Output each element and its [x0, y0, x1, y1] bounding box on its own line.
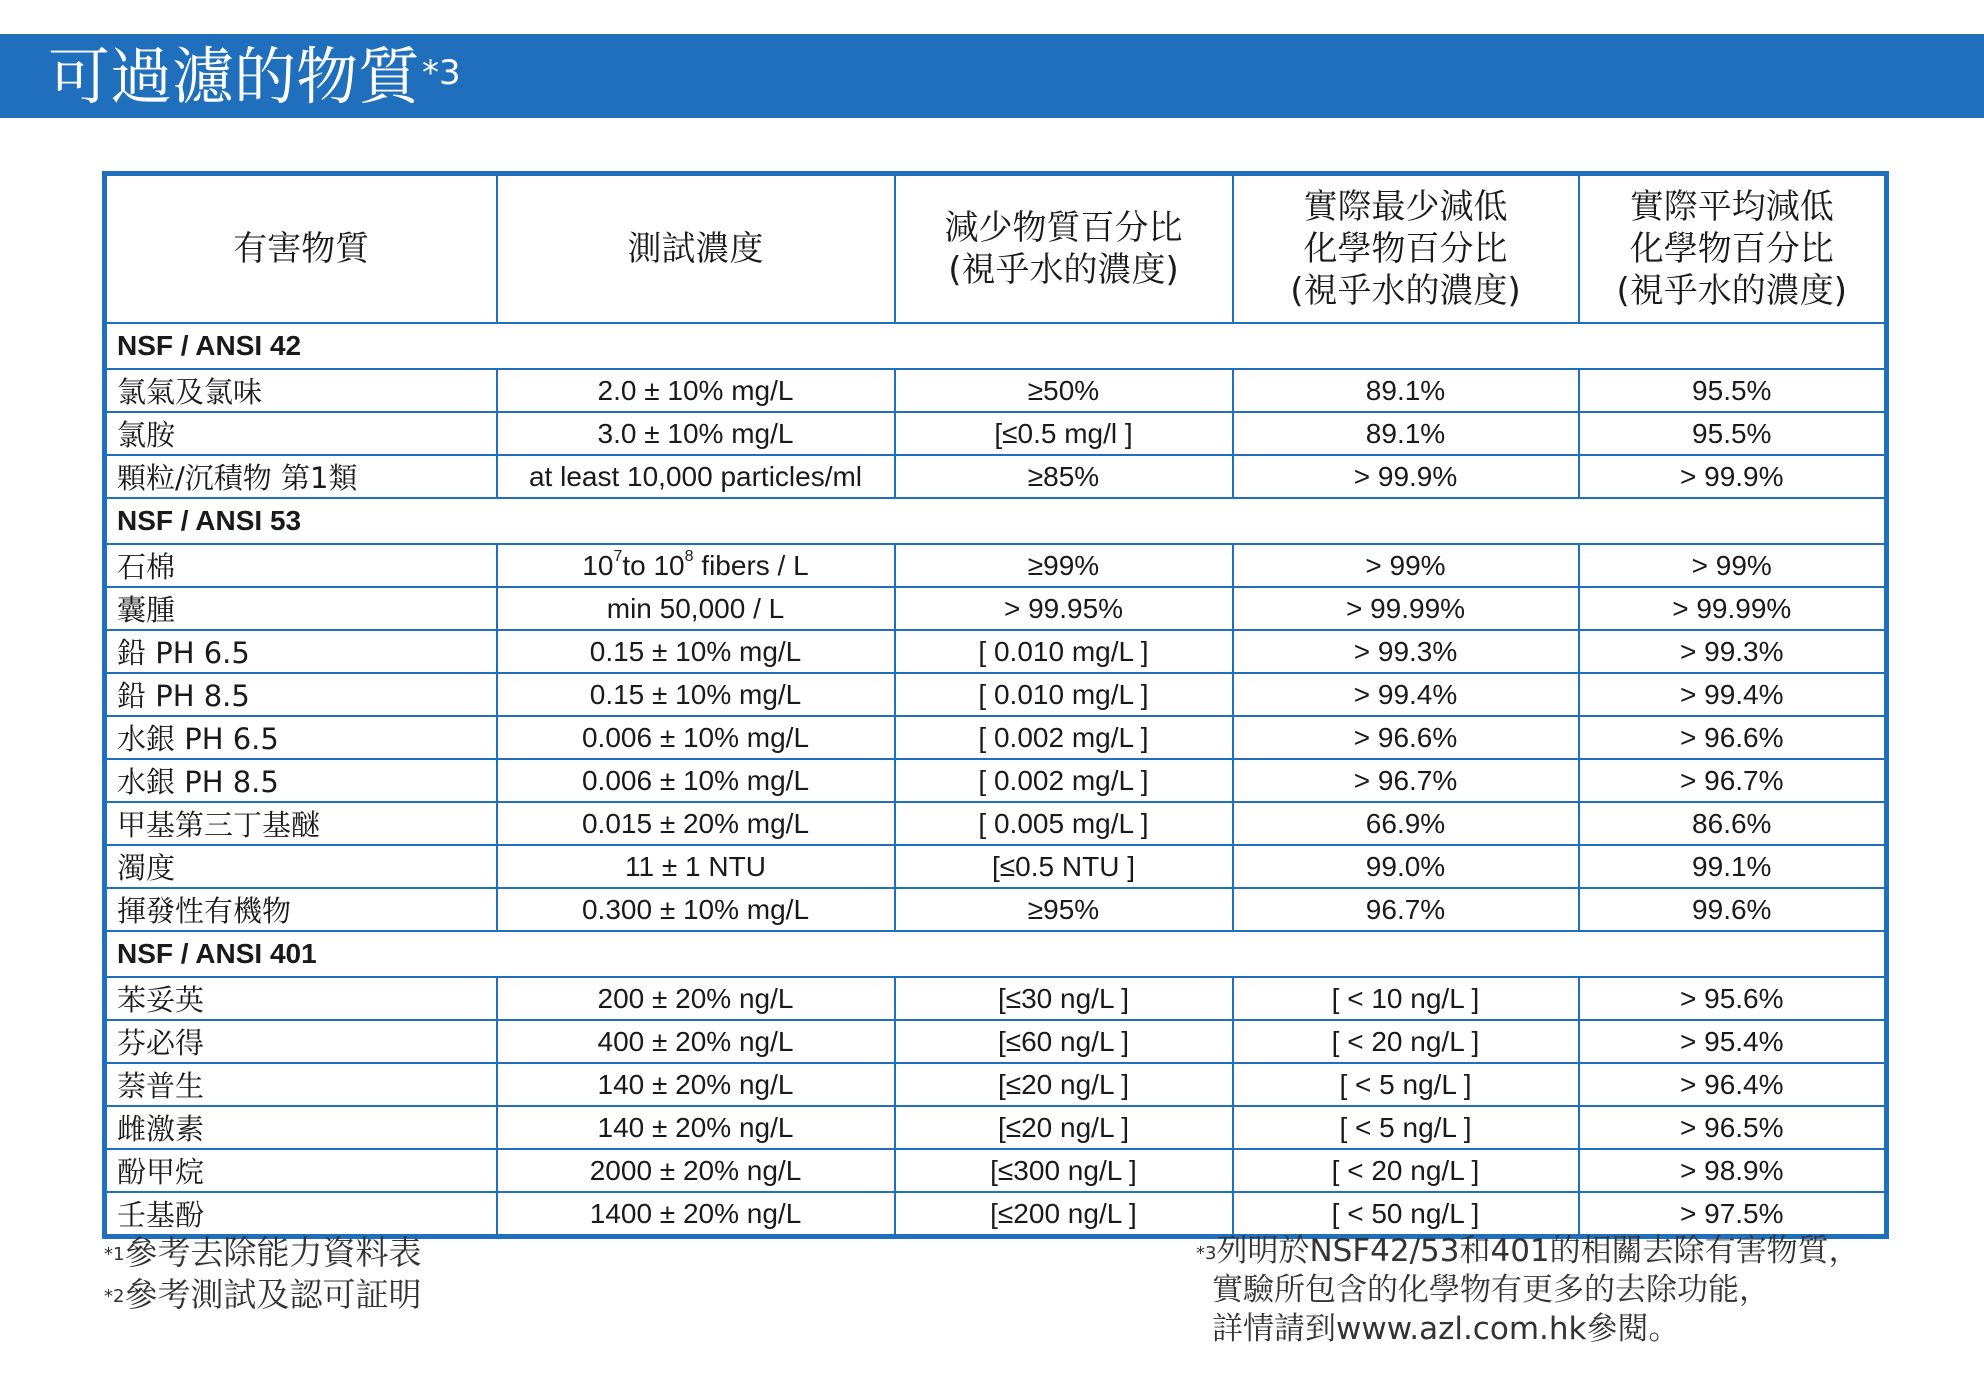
- min-reduction-cell: > 99.4%: [1233, 673, 1579, 716]
- reduction-cell: [≤0.5 mg/l ]: [895, 412, 1233, 455]
- avg-reduction-cell: > 98.9%: [1579, 1149, 1887, 1192]
- substance-cell: 雌激素: [105, 1106, 497, 1149]
- test-concentration-cell: at least 10,000 particles/ml: [497, 455, 895, 498]
- test-concentration-cell: $10^7to$ $10^8$ fibers / L: [497, 544, 895, 587]
- reduction-cell: [ 0.010 mg/L ]: [895, 673, 1233, 716]
- min-reduction-cell: [ < 10 ng/L ]: [1233, 977, 1579, 1020]
- reduction-cell: [ 0.002 mg/L ]: [895, 759, 1233, 802]
- section-title: NSF / ANSI 53: [105, 498, 1887, 544]
- avg-reduction-cell: 95.5%: [1579, 369, 1887, 412]
- section-row: [105, 323, 1887, 369]
- min-reduction-cell: 66.9%: [1233, 802, 1579, 845]
- reduction-cell: [ 0.002 mg/L ]: [895, 716, 1233, 759]
- reduction-cell: [≤60 ng/L ]: [895, 1020, 1233, 1063]
- substance-cell: 囊腫: [105, 587, 497, 630]
- reduction-cell: ≥50%: [895, 369, 1233, 412]
- reduction-cell: ≥99%: [895, 544, 1233, 587]
- test-concentration-cell: 0.006 ± 10% mg/L: [497, 716, 895, 759]
- footnote-3: $^{*3}$列明於NSF42/53和401的相關去除有害物質， 實驗所包含的化學物有更多的去除功能， 詳情請到www.azl.com.hk參閱。: [1196, 1233, 1860, 1347]
- avg-reduction-cell: 99.1%: [1579, 845, 1887, 888]
- test-concentration-cell: 0.300 ± 10% mg/L: [497, 888, 895, 931]
- min-reduction-cell: 99.0%: [1233, 845, 1579, 888]
- table-row: [105, 977, 1887, 1020]
- substance-cell: 顆粒/沉積物 第1類: [105, 455, 497, 498]
- min-reduction-cell: 89.1%: [1233, 412, 1579, 455]
- reduction-cell: [≤0.5 NTU ]: [895, 845, 1233, 888]
- substance-cell: 酚甲烷: [105, 1149, 497, 1192]
- avg-reduction-cell: > 99.4%: [1579, 673, 1887, 716]
- substance-cell: 石棉: [105, 544, 497, 587]
- footnote-2: $^{*2}$參考測試及認可証明: [104, 1275, 422, 1314]
- min-reduction-cell: > 96.7%: [1233, 759, 1579, 802]
- footnote-1: $^{*1}$參考去除能力資料表: [104, 1233, 422, 1272]
- avg-reduction-cell: > 96.5%: [1579, 1106, 1887, 1149]
- substance-cell: 苯妥英: [105, 977, 497, 1020]
- reduction-cell: [≤20 ng/L ]: [895, 1106, 1233, 1149]
- reduction-cell: [ 0.005 mg/L ]: [895, 802, 1233, 845]
- min-reduction-cell: [ < 20 ng/L ]: [1233, 1020, 1579, 1063]
- column-header: 實際平均減低 化學物百分比 (視乎水的濃度): [1579, 174, 1887, 324]
- avg-reduction-cell: > 95.4%: [1579, 1020, 1887, 1063]
- min-reduction-cell: > 99.9%: [1233, 455, 1579, 498]
- substance-cell: 芬必得: [105, 1020, 497, 1063]
- table-row: [105, 369, 1887, 412]
- avg-reduction-cell: > 99.9%: [1579, 455, 1887, 498]
- table-row: [105, 845, 1887, 888]
- avg-reduction-cell: > 96.6%: [1579, 716, 1887, 759]
- reduction-cell: [≤30 ng/L ]: [895, 977, 1233, 1020]
- test-concentration-cell: 0.15 ± 10% mg/L: [497, 630, 895, 673]
- test-concentration-cell: 1400 ± 20% ng/L: [497, 1192, 895, 1237]
- reduction-cell: [ 0.010 mg/L ]: [895, 630, 1233, 673]
- avg-reduction-cell: > 95.6%: [1579, 977, 1887, 1020]
- section-row: [105, 931, 1887, 977]
- min-reduction-cell: 96.7%: [1233, 888, 1579, 931]
- avg-reduction-cell: > 96.4%: [1579, 1063, 1887, 1106]
- substance-cell: 壬基酚: [105, 1192, 497, 1237]
- column-header: 測試濃度: [497, 174, 895, 324]
- min-reduction-cell: [ < 20 ng/L ]: [1233, 1149, 1579, 1192]
- test-concentration-cell: 2.0 ± 10% mg/L: [497, 369, 895, 412]
- avg-reduction-cell: > 99.3%: [1579, 630, 1887, 673]
- min-reduction-cell: > 99.99%: [1233, 587, 1579, 630]
- test-concentration-cell: 400 ± 20% ng/L: [497, 1020, 895, 1063]
- table-row: [105, 802, 1887, 845]
- substance-cell: 鉛 PH 8.5: [105, 673, 497, 716]
- substance-cell: 氯氣及氯味: [105, 369, 497, 412]
- min-reduction-cell: > 99.3%: [1233, 630, 1579, 673]
- test-concentration-cell: 0.15 ± 10% mg/L: [497, 673, 895, 716]
- test-concentration-cell: 200 ± 20% ng/L: [497, 977, 895, 1020]
- section-row: [105, 498, 1887, 544]
- table-row: [105, 412, 1887, 455]
- reduction-cell: ≥85%: [895, 455, 1233, 498]
- table-row: [105, 1149, 1887, 1192]
- filtration-table: [102, 171, 1889, 1239]
- table-row: [105, 1020, 1887, 1063]
- avg-reduction-cell: 95.5%: [1579, 412, 1887, 455]
- reduction-cell: ≥95%: [895, 888, 1233, 931]
- column-header: 減少物質百分比 (視乎水的濃度): [895, 174, 1233, 324]
- test-concentration-cell: 3.0 ± 10% mg/L: [497, 412, 895, 455]
- min-reduction-cell: > 96.6%: [1233, 716, 1579, 759]
- header-row: [105, 174, 1887, 324]
- avg-reduction-cell: > 96.7%: [1579, 759, 1887, 802]
- column-header: 有害物質: [105, 174, 497, 324]
- reduction-cell: [≤20 ng/L ]: [895, 1063, 1233, 1106]
- substance-cell: 揮發性有機物: [105, 888, 497, 931]
- test-concentration-cell: 140 ± 20% ng/L: [497, 1063, 895, 1106]
- substance-cell: 水銀 PH 8.5: [105, 759, 497, 802]
- reduction-cell: [≤200 ng/L ]: [895, 1192, 1233, 1237]
- table-row: [105, 630, 1887, 673]
- substance-cell: 甲基第三丁基醚: [105, 802, 497, 845]
- table-row: [105, 455, 1887, 498]
- min-reduction-cell: 89.1%: [1233, 369, 1579, 412]
- reduction-cell: [≤300 ng/L ]: [895, 1149, 1233, 1192]
- min-reduction-cell: [ < 50 ng/L ]: [1233, 1192, 1579, 1237]
- title-footnote-mark: *3: [422, 53, 461, 93]
- test-concentration-cell: 11 ± 1 NTU: [497, 845, 895, 888]
- reduction-cell: > 99.95%: [895, 587, 1233, 630]
- title-banner: [0, 34, 1984, 118]
- avg-reduction-cell: 86.6%: [1579, 802, 1887, 845]
- table-row: [105, 1106, 1887, 1149]
- table-row: [105, 759, 1887, 802]
- avg-reduction-cell: > 97.5%: [1579, 1192, 1887, 1237]
- test-concentration-cell: 140 ± 20% ng/L: [497, 1106, 895, 1149]
- test-concentration-cell: min 50,000 / L: [497, 587, 895, 630]
- section-title: NSF / ANSI 401: [105, 931, 1887, 977]
- avg-reduction-cell: > 99%: [1579, 544, 1887, 587]
- table-row: [105, 673, 1887, 716]
- table-row: [105, 716, 1887, 759]
- column-header: 實際最少減低 化學物百分比 (視乎水的濃度): [1233, 174, 1579, 324]
- table-row: [105, 888, 1887, 931]
- substance-cell: 萘普生: [105, 1063, 497, 1106]
- min-reduction-cell: [ < 5 ng/L ]: [1233, 1106, 1579, 1149]
- section-title: NSF / ANSI 42: [105, 323, 1887, 369]
- table-header: [105, 174, 1887, 324]
- substance-cell: 濁度: [105, 845, 497, 888]
- avg-reduction-cell: 99.6%: [1579, 888, 1887, 931]
- table-body: [105, 323, 1887, 1237]
- substance-cell: 鉛 PH 6.5: [105, 630, 497, 673]
- min-reduction-cell: > 99%: [1233, 544, 1579, 587]
- table-row: [105, 544, 1887, 587]
- test-concentration-cell: 2000 ± 20% ng/L: [497, 1149, 895, 1192]
- footnotes-left: [104, 1232, 421, 1316]
- substance-cell: 水銀 PH 6.5: [105, 716, 497, 759]
- test-concentration-cell: 0.006 ± 10% mg/L: [497, 759, 895, 802]
- page-title: 可過濾的物質$^{*3}$: [48, 40, 461, 113]
- avg-reduction-cell: > 99.99%: [1579, 587, 1887, 630]
- min-reduction-cell: [ < 5 ng/L ]: [1233, 1063, 1579, 1106]
- table-row: [105, 1192, 1887, 1237]
- substance-cell: 氯胺: [105, 412, 497, 455]
- test-concentration-cell: 0.015 ± 20% mg/L: [497, 802, 895, 845]
- table-row: [105, 587, 1887, 630]
- table-row: [105, 1063, 1887, 1106]
